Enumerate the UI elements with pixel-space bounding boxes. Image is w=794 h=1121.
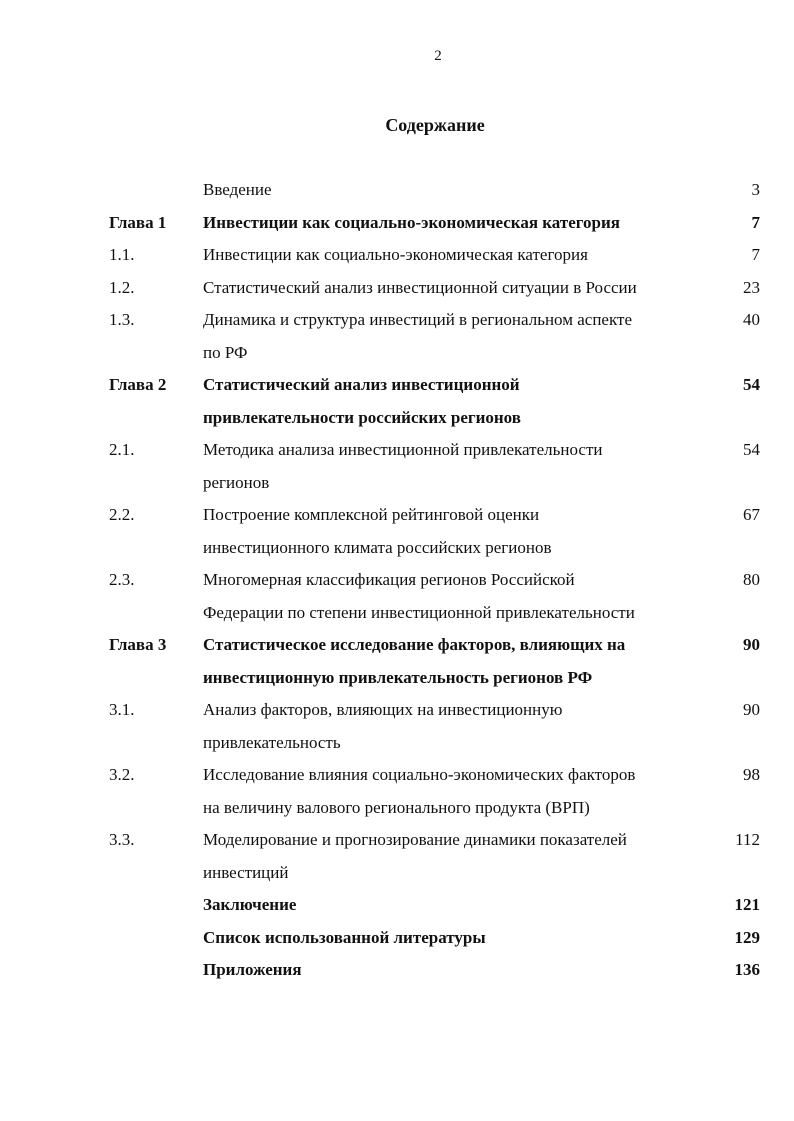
toc-entry-title-line: Введение	[203, 180, 272, 199]
toc-entry-page: 23	[743, 277, 760, 297]
toc-entry-title	[203, 174, 703, 207]
toc-entry-title-line: привлекательность	[203, 732, 341, 752]
toc-entry-title-line: Инвестиции как социально-экономическая категория	[203, 245, 588, 264]
toc-entry-title-line: Статистическое исследование факторов, влияющих на	[203, 635, 626, 654]
toc-entry-number: 3.1.	[109, 700, 135, 719]
toc-entry-title-line: Методика анализа инвестиционной привлекательности	[203, 440, 603, 459]
toc-entry-title	[203, 564, 703, 629]
toc-entry	[0, 564, 794, 629]
toc-entry-title-line: Статистический анализ инвестиционной	[203, 375, 520, 394]
toc-entry	[0, 434, 794, 499]
toc-entry-title-line: Заключение	[203, 895, 297, 914]
toc-entry-page: 80	[743, 570, 760, 589]
toc-entry-title-line: Моделирование и прогнозирование динамики показателей	[203, 830, 627, 849]
toc-entry-number: 1.2.	[109, 277, 135, 297]
toc-entry-title	[203, 304, 703, 369]
toc-entry-title	[203, 759, 703, 824]
toc-entry	[0, 207, 794, 240]
toc-entry-title	[203, 369, 703, 434]
toc-entry-title-line: Анализ факторов, влияющих на инвестиционную	[203, 700, 563, 719]
toc-entry-title	[203, 629, 703, 694]
toc-entry-page: 90	[743, 700, 760, 719]
toc-entry-number: Глава 1	[109, 212, 167, 232]
toc-entry	[0, 694, 794, 759]
toc-entry-title-line: Исследование влияния социально-экономических факторов	[203, 765, 636, 784]
toc-entry-number: 2.3.	[109, 570, 135, 589]
toc-entry	[0, 889, 794, 922]
toc-entry-title	[203, 694, 703, 759]
toc-entry-page: 7	[751, 245, 760, 264]
toc-entry-title	[203, 239, 703, 272]
toc-entry-title-line: инвестиционную привлекательность регионов РФ	[203, 667, 593, 687]
toc-entry-page: 7	[751, 212, 760, 232]
toc-entry-title	[203, 824, 703, 889]
toc-entry-title	[203, 922, 703, 955]
toc-entry	[0, 272, 794, 305]
page-number: 2	[434, 48, 442, 64]
page-title: Содержание	[385, 115, 485, 135]
toc-entry-title-line: Федерации по степени инвестиционной привлекательности	[203, 602, 635, 622]
toc-entry-title	[203, 434, 703, 499]
toc-entry-number: 2.2.	[109, 505, 135, 524]
toc-entry	[0, 954, 794, 987]
toc-entry-page: 3	[751, 180, 760, 199]
toc-entry	[0, 369, 794, 434]
toc-entry-number: 1.1.	[109, 245, 135, 264]
toc-entry-number: 3.2.	[109, 765, 135, 784]
toc-entry	[0, 824, 794, 889]
toc-entry-page: 40	[743, 310, 760, 329]
toc-entry-number: 1.3.	[109, 310, 135, 329]
toc-entry-title-line: Статистический анализ инвестиционной ситуации в России	[203, 277, 637, 297]
toc-entry-title-line: Список использованной литературы	[203, 927, 486, 947]
toc-entry-title	[203, 272, 703, 305]
toc-entry	[0, 922, 794, 955]
toc-entry-title-line: на величину валового регионального продукта (ВРП)	[203, 797, 590, 817]
toc-entry-title-line: инвестиционного климата российских регионов	[203, 537, 552, 557]
toc-entry-title	[203, 499, 703, 564]
toc-entry-title-line: инвестиций	[203, 862, 289, 882]
toc-entry-page: 98	[743, 765, 760, 784]
toc-entry-page: 54	[743, 375, 760, 394]
toc-entry-title-line: Построение комплексной рейтинговой оценки	[203, 505, 540, 524]
toc-entry-page: 136	[734, 960, 760, 979]
toc-entry-number: 3.3.	[109, 830, 135, 849]
toc-entry	[0, 629, 794, 694]
toc-entry-number: 2.1.	[109, 440, 135, 459]
toc-entry-number: Глава 3	[109, 635, 167, 654]
toc-entry	[0, 174, 794, 207]
toc-entry	[0, 239, 794, 272]
toc-entry-title-line: Приложения	[203, 960, 302, 979]
toc-entry-page: 67	[743, 505, 760, 524]
toc-entry-title-line: Динамика и структура инвестиций в региональном аспекте	[203, 310, 632, 329]
toc-entry-page: 90	[743, 635, 760, 654]
toc-entry	[0, 499, 794, 564]
toc-entry-title	[203, 207, 703, 240]
toc-entry-title	[203, 954, 703, 987]
toc-entry-page: 121	[734, 895, 760, 914]
toc-entry-title-line: по РФ	[203, 342, 248, 362]
toc-entry-title-line: привлекательности российских регионов	[203, 407, 521, 427]
toc-entry-number: Глава 2	[109, 375, 167, 394]
toc-entry	[0, 304, 794, 369]
toc-entry	[0, 759, 794, 824]
toc-entry-page: 54	[743, 440, 760, 459]
toc-entry-title	[203, 889, 703, 922]
table-of-contents	[0, 174, 794, 987]
toc-entry-title-line: Многомерная классификация регионов Российской	[203, 570, 575, 589]
toc-entry-page: 129	[734, 927, 760, 947]
toc-entry-title-line: регионов	[203, 472, 270, 492]
toc-entry-title-line: Инвестиции как социально-экономическая категория	[203, 212, 620, 232]
toc-entry-page: 112	[735, 830, 760, 849]
